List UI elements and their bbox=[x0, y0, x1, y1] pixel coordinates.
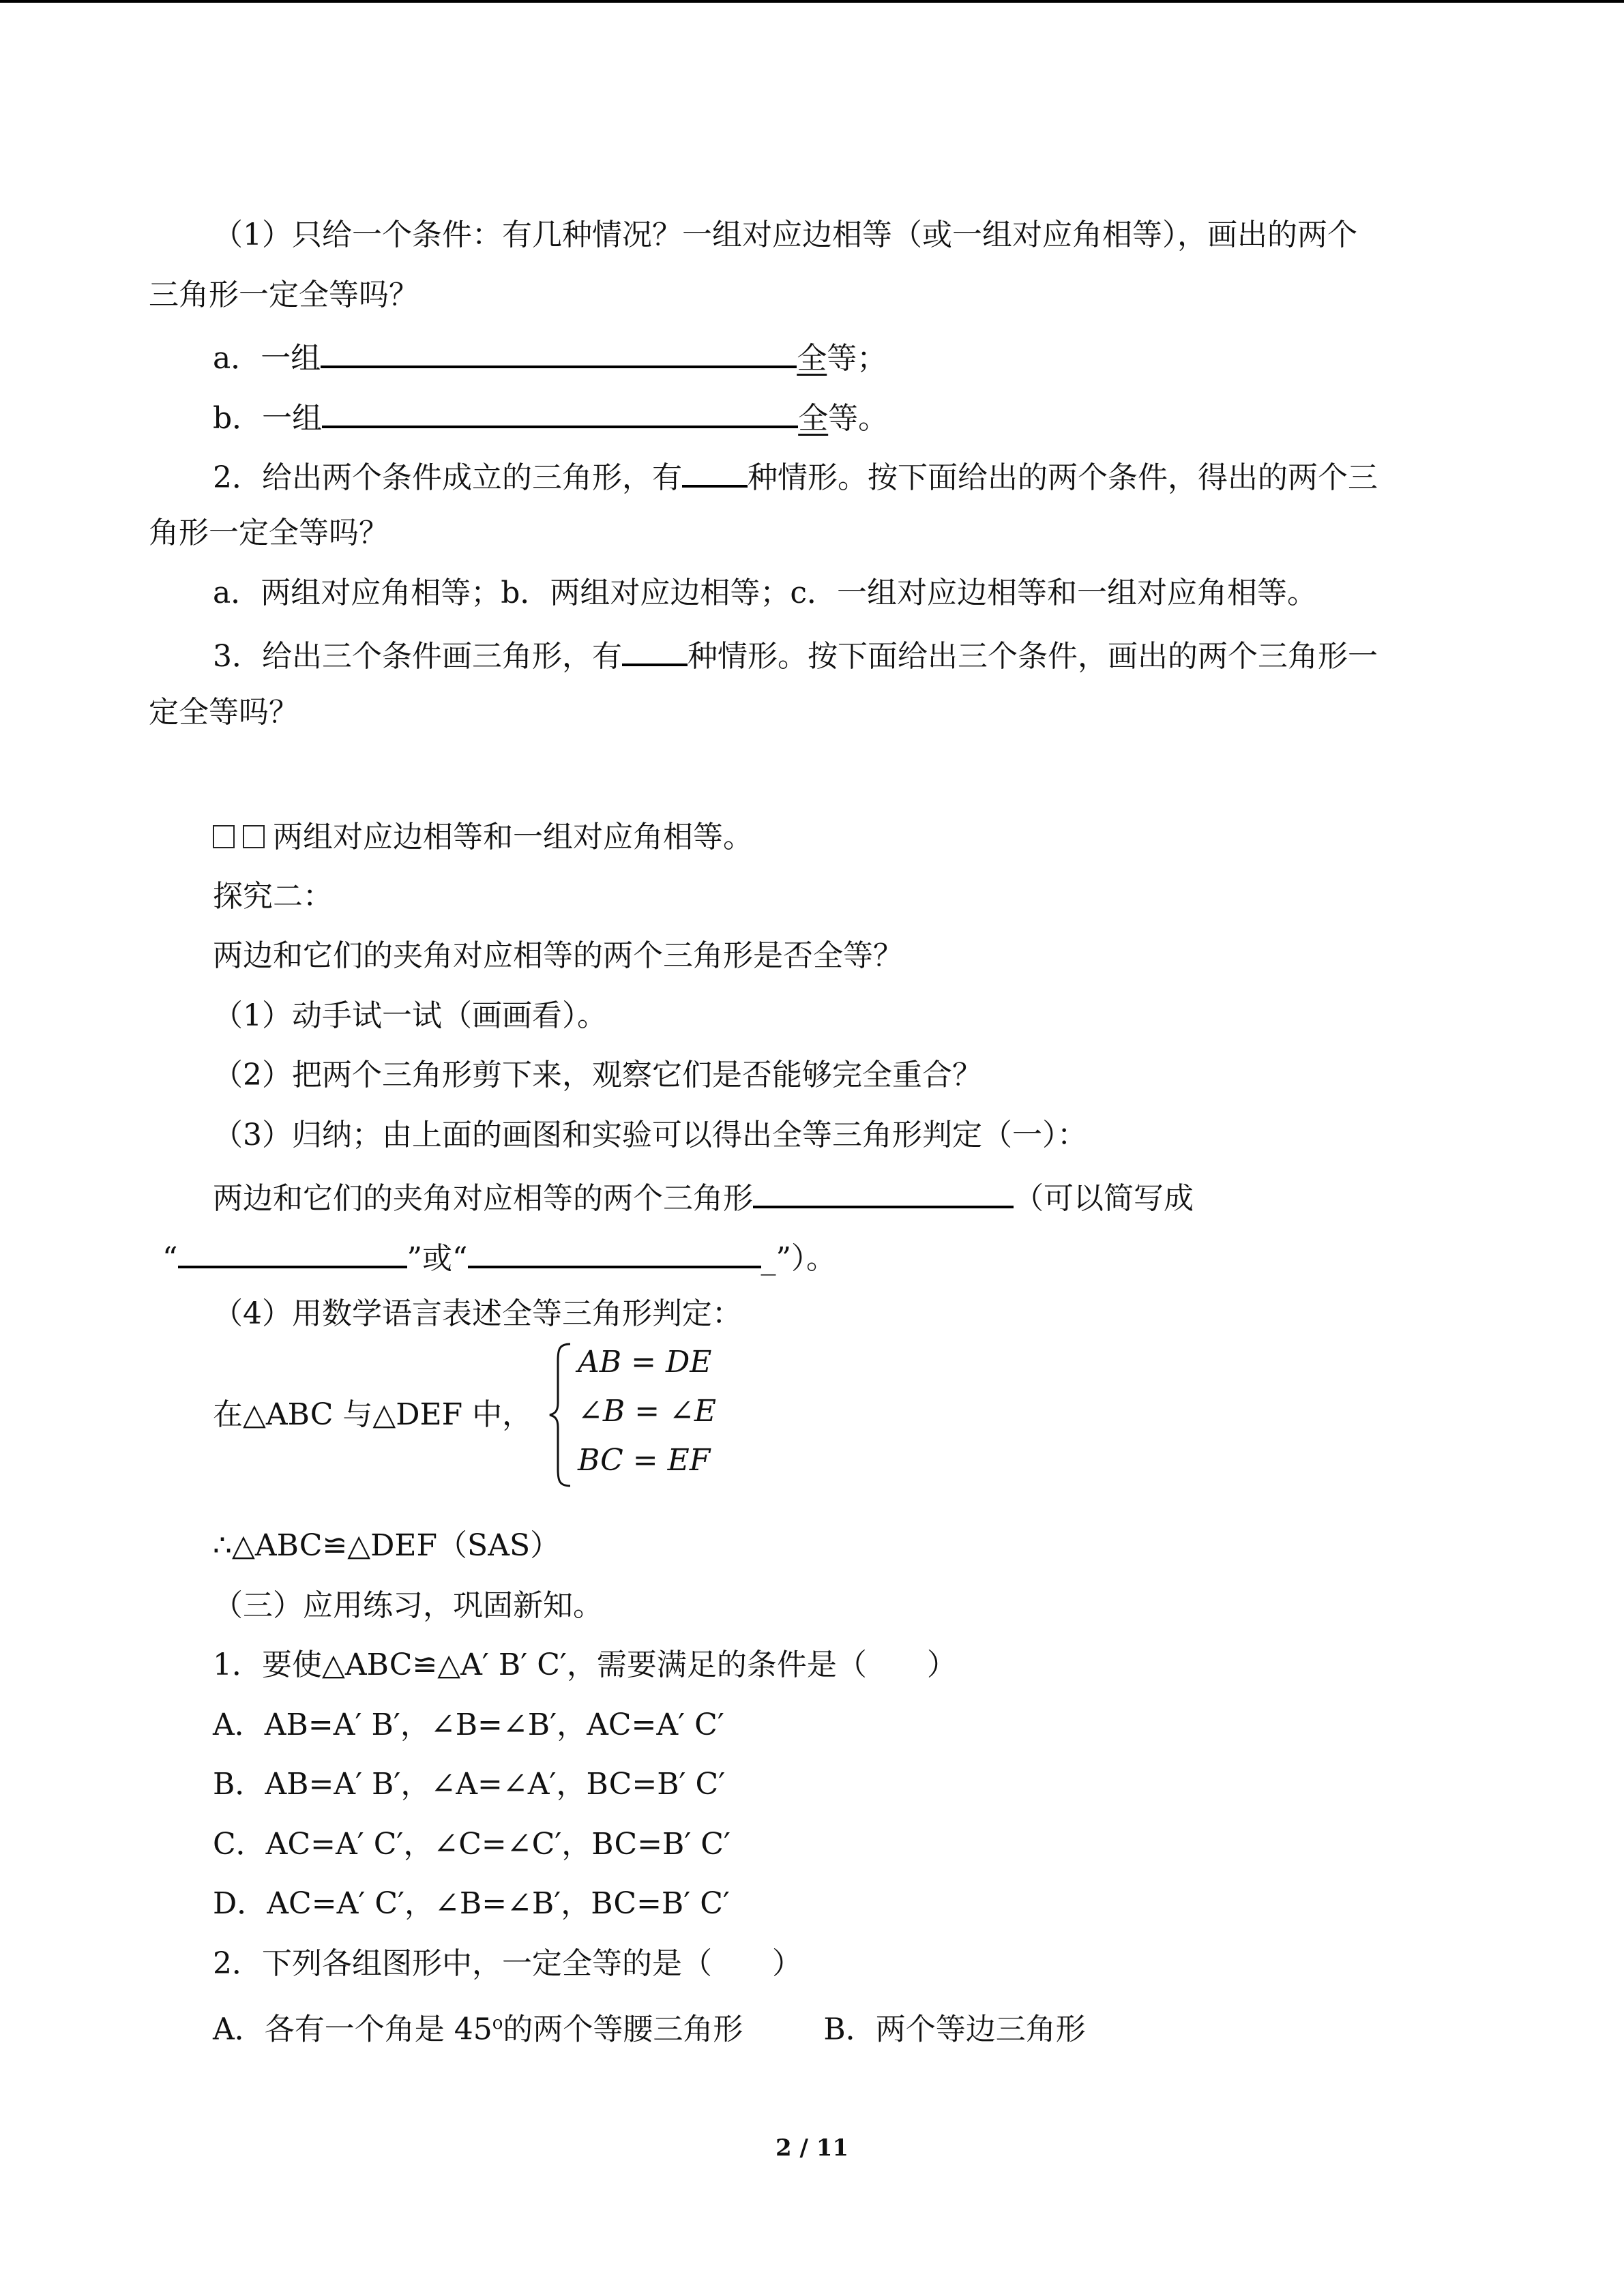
abbr-middle: ”或“ bbox=[407, 1241, 468, 1276]
abbr-blank-2[interactable] bbox=[468, 1234, 761, 1268]
option-a-suffix: 等； bbox=[827, 341, 887, 376]
exercise-1-question: 1．要使△ABC≌△A′ B′ C′，需要满足的条件是（ ） bbox=[213, 1648, 957, 1682]
option-a-underlined: 全 bbox=[797, 341, 827, 376]
exercise-1-option-b: B．AB=A′ B′，∠A=∠A′，BC=B′ C′ bbox=[213, 1767, 726, 1802]
exercise-1-option-c: C．AC=A′ C′，∠C=∠C′，BC=B′ C′ bbox=[213, 1827, 730, 1862]
question-2-suffix: 种情形。按下面给出的两个条件，得出的两个三 bbox=[748, 460, 1378, 495]
step-3: （3）归纳；由上面的画图和实验可以得出全等三角形判定（一）： bbox=[213, 1118, 1087, 1152]
question-3-blank[interactable] bbox=[622, 632, 688, 666]
question-2-line2: 角形一定全等吗？ bbox=[149, 516, 389, 550]
in-triangles-label: 在△ABC 与△DEF 中， bbox=[213, 1397, 533, 1432]
question-3-suffix: 种情形。按下面给出三个条件，画出的两个三角形一 bbox=[688, 639, 1378, 674]
question-3-line1 bbox=[0, 632, 1624, 673]
option-b-line bbox=[0, 394, 1624, 435]
left-brace-icon bbox=[547, 1340, 574, 1490]
section-three-title: （三）应用练习，巩固新知。 bbox=[213, 1588, 603, 1623]
option-b-suffix: 等。 bbox=[828, 401, 889, 436]
paragraph-condition-one-line1: （1）只给一个条件：有几种情况？一组对应边相等（或一组对应角相等），画出的两个 bbox=[213, 218, 1357, 252]
therefore-line: ∴△ABC≌△DEF（SAS） bbox=[213, 1528, 561, 1563]
question-2-prefix: 2．给出两个条件成立的三角形，有 bbox=[213, 460, 682, 495]
page-number: 2 / 11 bbox=[775, 2134, 849, 2162]
option-a-line bbox=[0, 334, 1624, 375]
question-3-line2: 定全等吗？ bbox=[149, 695, 299, 730]
paragraph-condition-one-line2: 三角形一定全等吗？ bbox=[149, 278, 419, 312]
exercise-2-options bbox=[0, 2003, 1624, 2047]
conclusion-blank[interactable] bbox=[753, 1174, 1014, 1208]
question-3-prefix: 3．给出三个条件画三角形，有 bbox=[213, 639, 622, 674]
option-a-blank[interactable] bbox=[321, 334, 797, 368]
abbreviation-line bbox=[0, 1234, 1624, 1275]
exercise-2-option-a-prefix: A．各有一个角是 45 bbox=[213, 2012, 492, 2047]
exercise-2-question: 2．下列各组图形中，一定全等的是（ ） bbox=[213, 1946, 802, 1981]
exercise-1-option-d: D．AC=A′ C′，∠B=∠B′，BC=B′ C′ bbox=[213, 1886, 730, 1921]
exercise-2-option-b: B．两个等边三角形 bbox=[823, 2012, 1086, 2047]
exercise-1-option-a: A．AB=A′ B′，∠B=∠B′，AC=A′ C′ bbox=[213, 1708, 724, 1742]
option-b-prefix: b．一组 bbox=[213, 401, 323, 436]
step-4: （4）用数学语言表述全等三角形判定： bbox=[213, 1296, 742, 1331]
abbr-blank-1[interactable] bbox=[178, 1234, 407, 1268]
checkbox-icon[interactable] bbox=[213, 825, 235, 848]
question-2-line1 bbox=[0, 453, 1624, 494]
option-b-blank[interactable] bbox=[322, 394, 798, 428]
conclusion-suffix: （可以简写成 bbox=[1014, 1181, 1194, 1216]
explore-two-title: 探究二： bbox=[213, 879, 333, 914]
boxed-line bbox=[0, 817, 1624, 858]
checkbox-icon[interactable] bbox=[243, 825, 265, 848]
degree-superscript: o bbox=[492, 2013, 503, 2033]
option-b-underlined: 全 bbox=[798, 401, 829, 436]
question-2-blank[interactable] bbox=[682, 453, 748, 488]
exercise-2-option-a-suffix: 的两个等腰三角形 bbox=[503, 2012, 743, 2047]
equation-bc-ef: BC = EF bbox=[578, 1443, 711, 1478]
explore-two-question: 两边和它们的夹角对应相等的两个三角形是否全等？ bbox=[213, 938, 903, 973]
sas-math-block bbox=[213, 1340, 827, 1490]
abbr-open-quote: “ bbox=[162, 1241, 178, 1276]
equation-angle-b-e: ∠B = ∠E bbox=[578, 1394, 717, 1429]
equation-ab-de: AB = DE bbox=[578, 1345, 712, 1380]
option-a-prefix: a．一组 bbox=[213, 341, 321, 376]
step-1: （1）动手试一试（画画看）。 bbox=[213, 998, 607, 1033]
question-2-options: a．两组对应角相等；b．两组对应边相等；c．一组对应边相等和一组对应角相等。 bbox=[213, 576, 1318, 610]
step-2: （2）把两个三角形剪下来，观察它们是否能够完全重合？ bbox=[213, 1058, 982, 1092]
abbr-tail: _”）。 bbox=[761, 1241, 836, 1276]
boxed-line-text: 两组对应边相等和一组对应角相等。 bbox=[273, 820, 753, 854]
conclusion-prefix: 两边和它们的夹角对应相等的两个三角形 bbox=[213, 1181, 753, 1216]
conclusion-line bbox=[0, 1174, 1624, 1215]
